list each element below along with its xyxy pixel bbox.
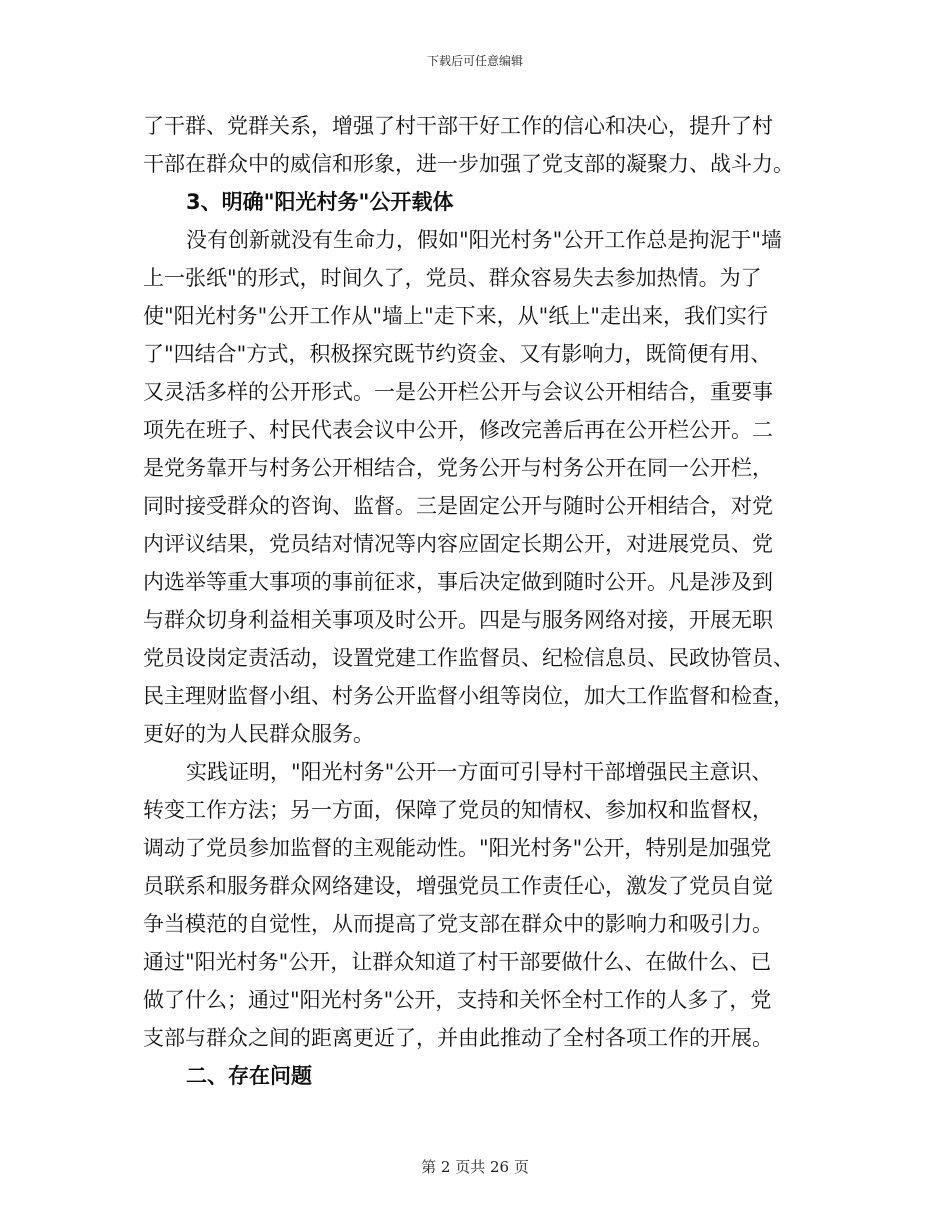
body-line: 争当模范的自觉性，从而提高了党支部在群众中的影响力和吸引力。 <box>143 912 773 936</box>
body-line: 干部在群众中的威信和形象，进一步加强了党支部的凝聚力、战斗力。 <box>143 152 794 176</box>
page-header: 下载后可任意编辑 <box>426 54 523 68</box>
body-line: 上一张纸"的形式，时间久了，党员、群众容易失去参加热情。为了 <box>143 266 762 290</box>
body-line: 员联系和服务群众网络建设，增强党员工作责任心，激发了党员自觉 <box>143 874 773 898</box>
body-line: 做了什么；通过"阳光村务"公开，支持和关怀全村工作的人多了，党 <box>143 988 772 1012</box>
section-heading: 3、明确"阳光村务"公开载体 <box>186 190 454 214</box>
body-line: 项先在班子、村民代表会议中公开，修改完善后再在公开栏公开。二 <box>143 418 773 442</box>
body-line: 实践证明，"阳光村务"公开一方面可引导村干部增强民主意识、 <box>186 760 773 784</box>
body-line: 支部与群众之间的距离更近了，并由此推动了全村各项工作的开展。 <box>143 1026 773 1050</box>
body-line: 党员设岗定责活动，设置党建工作监督员、纪检信息员、民政协管员、 <box>143 646 794 670</box>
body-line: 民主理财监督小组、村务公开监督小组等岗位，加大工作监督和检查， <box>143 684 794 708</box>
body-line: 了"四结合"方式，积极探究既节约资金、又有影响力，既简便有用、 <box>143 342 772 366</box>
body-line: 使"阳光村务"公开工作从"墙上"走下来，从"纸上"走出来，我们实行 <box>143 304 768 328</box>
body-line: 更好的为人民群众服务。 <box>143 722 374 746</box>
body-line: 内评议结果，党员结对情况等内容应固定长期公开，对进展党员、党 <box>143 532 773 556</box>
body-line: 调动了党员参加监督的主观能动性。"阳光村务"公开，特别是加强党 <box>143 836 772 860</box>
body-line: 没有创新就没有生命力，假如"阳光村务"公开工作总是拘泥于"墙 <box>186 228 782 252</box>
page-number: 第 2 页共 26 页 <box>421 1158 529 1176</box>
body-line: 了干群、党群关系，增强了村干部干好工作的信心和决心，提升了村 <box>143 114 773 138</box>
body-line: 内选举等重大事项的事前征求，事后决定做到随时公开。凡是涉及到 <box>143 570 773 594</box>
body-line: 又灵活多样的公开形式。一是公开栏公开与会议公开相结合，重要事 <box>143 380 773 404</box>
body-line: 同时接受群众的咨询、监督。三是固定公开与随时公开相结合，对党 <box>143 494 773 518</box>
body-line: 转变工作方法；另一方面，保障了党员的知情权、参加权和监督权， <box>143 798 773 822</box>
section-heading: 二、存在问题 <box>186 1064 312 1088</box>
body-line: 通过"阳光村务"公开，让群众知道了村干部要做什么、在做什么、已 <box>143 950 772 974</box>
body-line: 与群众切身利益相关事项及时公开。四是与服务网络对接，开展无职 <box>143 608 773 632</box>
body-line: 是党务靠开与村务公开相结合，党务公开与村务公开在同一公开栏， <box>143 456 773 480</box>
